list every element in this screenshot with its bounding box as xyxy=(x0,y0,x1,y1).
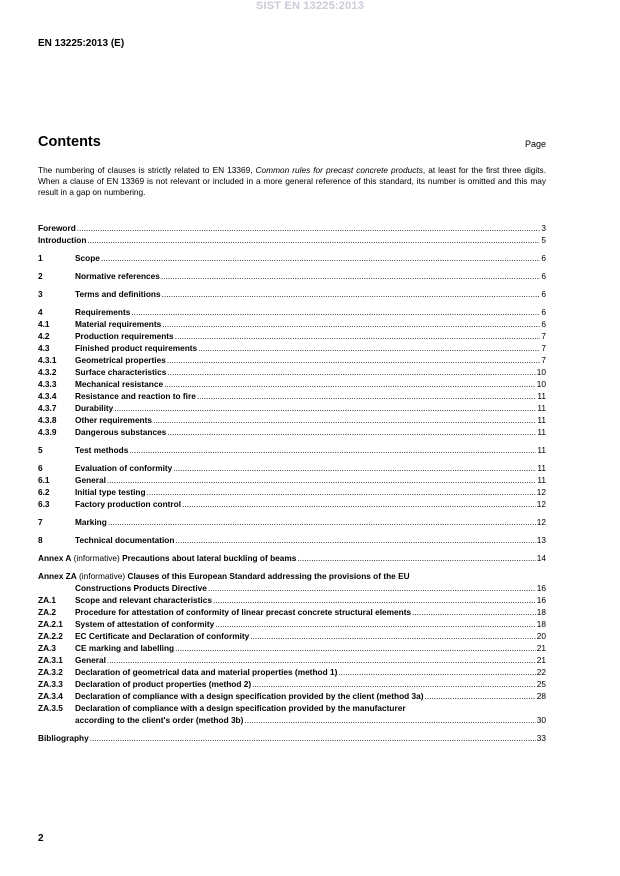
toc-entry-title: Foreword xyxy=(38,223,76,233)
toc-entry-number: ZA.3.1 xyxy=(38,655,63,665)
toc-entry-number: 7 xyxy=(38,517,43,527)
toc-entry-title-continued: Constructions Products Directive xyxy=(75,583,207,593)
toc-entry-page: 12 xyxy=(536,517,546,527)
toc-entry-title: Geometrical properties xyxy=(75,355,166,365)
dot-leader xyxy=(107,654,536,666)
toc-entry[interactable] xyxy=(38,426,546,438)
dot-leader xyxy=(147,486,536,498)
page-title: Contents xyxy=(38,134,101,150)
toc-entry-number: 1 xyxy=(38,253,43,263)
dot-leader xyxy=(338,666,535,678)
intro-text-start: The numbering of clauses is strictly related to EN 13369, xyxy=(38,165,256,175)
intro-paragraph xyxy=(38,165,546,198)
toc-entry-page: 11 xyxy=(537,475,546,485)
toc-entry-title: Mechanical resistance xyxy=(75,379,164,389)
toc-entry-title: Declaration of compliance with a design specification provided by the client (method 3a) xyxy=(75,691,424,701)
toc-entry-page: 12 xyxy=(536,487,546,497)
toc-entry-number: ZA.1 xyxy=(38,595,56,605)
dot-leader xyxy=(162,288,541,300)
toc-entry-number: 4.1 xyxy=(38,319,50,329)
toc-entry[interactable] xyxy=(38,234,546,246)
dot-leader xyxy=(108,516,536,528)
toc-entry-page: 3 xyxy=(541,223,546,233)
toc-entry-title: Finished product requirements xyxy=(75,343,198,353)
toc-entry[interactable] xyxy=(38,390,546,402)
toc-entry[interactable] xyxy=(38,678,546,690)
toc-entry-number: 4.3.3 xyxy=(38,379,57,389)
toc-entry-title: Production requirements xyxy=(75,331,174,341)
toc-entry[interactable] xyxy=(38,378,546,390)
toc-entry-number: 4.3.8 xyxy=(38,415,57,425)
toc-entry[interactable] xyxy=(38,270,546,282)
toc-entry-number: ZA.2.2 xyxy=(38,631,63,641)
toc-entry[interactable] xyxy=(38,690,546,702)
toc-entry[interactable] xyxy=(38,444,546,456)
toc-entry-number: 6.3 xyxy=(38,499,50,509)
toc-entry-number: 4.3.7 xyxy=(38,403,57,413)
toc-entry-page: 22 xyxy=(536,667,546,677)
toc-entry-number: 8 xyxy=(38,535,43,545)
toc-entry-title: Material requirements xyxy=(75,319,162,329)
toc-entry-page: 33 xyxy=(536,733,546,743)
toc-entry[interactable] xyxy=(38,486,546,498)
dot-leader xyxy=(90,732,536,744)
toc-entry-page: 11 xyxy=(537,391,546,401)
toc-entry-number: ZA.3.4 xyxy=(38,691,63,701)
dot-leader xyxy=(167,366,535,378)
dot-leader xyxy=(250,630,535,642)
dot-leader xyxy=(182,498,536,510)
dot-leader xyxy=(162,318,540,330)
toc-entry-page: 11 xyxy=(537,445,546,455)
toc-entry-number: ZA.2.1 xyxy=(38,619,63,629)
toc-entry-continuation[interactable] xyxy=(38,714,546,726)
toc-entry[interactable] xyxy=(38,702,546,714)
dot-leader xyxy=(297,552,535,564)
toc-entry[interactable] xyxy=(38,474,546,486)
toc-entry-title: Scope and relevant characteristics xyxy=(75,595,212,605)
dot-leader xyxy=(153,414,536,426)
toc-entry-title: CE marking and labelling xyxy=(75,643,175,653)
annex-type: (informative) xyxy=(71,553,123,563)
toc-entry[interactable] xyxy=(38,534,546,546)
toc-entry-title: System of attestation of conformity xyxy=(75,619,215,629)
toc-entry-page: 20 xyxy=(536,631,546,641)
standard-header: EN 13225:2013 (E) xyxy=(38,38,125,49)
toc-entry-title: Durability xyxy=(75,403,114,413)
annex-label: Annex ZA xyxy=(38,571,77,581)
toc-entry[interactable] xyxy=(38,498,546,510)
toc-entry-number: ZA.3.3 xyxy=(38,679,63,689)
toc-entry[interactable] xyxy=(38,516,546,528)
toc-entry[interactable] xyxy=(38,552,546,564)
annex-title: Precautions about lateral buckling of beams xyxy=(122,553,297,563)
toc-entry-page: 11 xyxy=(537,427,546,437)
toc-entry-number: 6.1 xyxy=(38,475,50,485)
toc-entry-page: 6 xyxy=(541,253,546,263)
toc-entry-page: 21 xyxy=(536,643,546,653)
toc-entry[interactable] xyxy=(38,342,546,354)
toc-entry-page: 10 xyxy=(536,379,546,389)
intro-text-italic: Common rules for precast concrete products xyxy=(255,165,423,175)
dot-leader xyxy=(215,618,536,630)
toc-entry-page: 11 xyxy=(537,415,546,425)
toc-entry-number: ZA.3.2 xyxy=(38,667,63,677)
toc-entry-title: Procedure for attestation of conformity of linear precast concrete structural elements xyxy=(75,607,412,617)
toc-entry[interactable] xyxy=(38,630,546,642)
toc-entry-page: 21 xyxy=(536,655,546,665)
toc-entry-title: Resistance and reaction to fire xyxy=(75,391,196,401)
toc-entry-page: 11 xyxy=(537,403,546,413)
toc-entry-number: 4.3.2 xyxy=(38,367,57,377)
dot-leader xyxy=(167,426,536,438)
toc-entry[interactable] xyxy=(38,222,546,234)
dot-leader xyxy=(173,462,536,474)
dot-leader xyxy=(175,534,535,546)
toc-entry-page: 7 xyxy=(541,355,546,365)
table-of-contents xyxy=(38,222,546,744)
annex-title: Clauses of this European Standard addressing the provisions of the EU xyxy=(127,571,410,581)
toc-entry-number: 4.2 xyxy=(38,331,50,341)
toc-entry-title: Declaration of geometrical data and material properties (method 1) xyxy=(75,667,338,677)
dot-leader xyxy=(167,354,541,366)
toc-entry-title: Surface characteristics xyxy=(75,367,167,377)
toc-entry-title: Other requirements xyxy=(75,415,152,425)
toc-entry[interactable] xyxy=(38,642,546,654)
dot-leader xyxy=(208,582,536,594)
toc-entry-page: 7 xyxy=(541,343,546,353)
toc-entry-number: 3 xyxy=(38,289,43,299)
toc-entry[interactable] xyxy=(38,606,546,618)
annex-type: (informative) xyxy=(76,571,128,581)
toc-entry-number: 4.3.9 xyxy=(38,427,57,437)
toc-entry-page: 6 xyxy=(541,307,546,317)
toc-entry[interactable] xyxy=(38,654,546,666)
toc-entry[interactable] xyxy=(38,732,546,744)
dot-leader xyxy=(87,234,540,246)
toc-entry[interactable] xyxy=(38,366,546,378)
dot-leader xyxy=(425,690,536,702)
toc-entry-title: Initial type testing xyxy=(75,487,146,497)
toc-entry[interactable] xyxy=(38,594,546,606)
toc-entry-number: ZA.3.5 xyxy=(38,703,63,713)
toc-entry-title: Test methods xyxy=(75,445,129,455)
toc-entry[interactable] xyxy=(38,354,546,366)
watermark-text: SIST EN 13225:2013 xyxy=(255,0,365,12)
toc-entry-title: EC Certificate and Declaration of conformity xyxy=(75,631,250,641)
toc-entry-title xyxy=(38,570,410,582)
dot-leader xyxy=(161,270,541,282)
toc-entry-page: 16 xyxy=(536,595,546,605)
toc-entry-number: 6.2 xyxy=(38,487,50,497)
toc-entry-page: 11 xyxy=(537,463,546,473)
toc-entry-number: 4.3.4 xyxy=(38,391,57,401)
toc-entry-continuation[interactable] xyxy=(38,582,546,594)
dot-leader xyxy=(131,306,540,318)
toc-entry-title: General xyxy=(75,655,106,665)
toc-entry[interactable] xyxy=(38,402,546,414)
toc-entry-title: Scope xyxy=(75,253,100,263)
toc-entry-page: 30 xyxy=(536,715,546,725)
toc-entry-title: Terms and definitions xyxy=(75,289,161,299)
toc-entry-page: 18 xyxy=(536,607,546,617)
dot-leader xyxy=(198,342,540,354)
dot-leader xyxy=(244,714,535,726)
toc-entry[interactable] xyxy=(38,462,546,474)
toc-entry-page: 6 xyxy=(541,319,546,329)
toc-entry-title: Factory production control xyxy=(75,499,182,509)
toc-entry-number: 4.3 xyxy=(38,343,50,353)
toc-entry-number: 4 xyxy=(38,307,43,317)
toc-entry-title: Dangerous substances xyxy=(75,427,167,437)
dot-leader xyxy=(252,678,536,690)
toc-entry-page: 25 xyxy=(536,679,546,689)
toc-entry-number: 2 xyxy=(38,271,43,281)
toc-entry[interactable] xyxy=(38,666,546,678)
toc-entry-page: 16 xyxy=(536,583,546,593)
toc-entry-title xyxy=(38,552,296,564)
toc-entry-title: Evaluation of conformity xyxy=(75,463,173,473)
dot-leader xyxy=(77,222,541,234)
dot-leader xyxy=(164,378,536,390)
toc-entry-title: Introduction xyxy=(38,235,87,245)
toc-entry[interactable] xyxy=(38,306,546,318)
toc-entry-page: 6 xyxy=(541,271,546,281)
toc-entry-title: Bibliography xyxy=(38,733,89,743)
toc-entry[interactable] xyxy=(38,330,546,342)
toc-entry[interactable] xyxy=(38,288,546,300)
toc-entry-title-continued: according to the client's order (method 3b) xyxy=(75,715,244,725)
toc-entry-number: 6 xyxy=(38,463,43,473)
toc-entry[interactable] xyxy=(38,414,546,426)
toc-entry-title: Technical documentation xyxy=(75,535,175,545)
toc-entry-title: Declaration of compliance with a design specification provided by the manufacturer xyxy=(75,703,406,713)
toc-entry-page: 14 xyxy=(536,553,546,563)
toc-entry-number: ZA.3 xyxy=(38,643,56,653)
dot-leader xyxy=(107,474,536,486)
toc-entry-page: 18 xyxy=(536,619,546,629)
dot-leader xyxy=(101,252,540,264)
dot-leader xyxy=(197,390,537,402)
dot-leader xyxy=(175,642,536,654)
toc-entry-page: 6 xyxy=(541,289,546,299)
toc-entry-title: Declaration of product properties (method 2) xyxy=(75,679,252,689)
toc-entry-title: Requirements xyxy=(75,307,131,317)
page-number: 2 xyxy=(38,833,44,844)
dot-leader xyxy=(412,606,536,618)
dot-leader xyxy=(129,444,536,456)
toc-entry[interactable] xyxy=(38,252,546,264)
toc-entry-page: 28 xyxy=(536,691,546,701)
toc-entry[interactable] xyxy=(38,570,546,582)
toc-entry-number: ZA.2 xyxy=(38,607,56,617)
toc-entry-title: General xyxy=(75,475,106,485)
toc-entry-page: 13 xyxy=(536,535,546,545)
toc-entry-page: 12 xyxy=(536,499,546,509)
annex-label: Annex A xyxy=(38,553,72,563)
toc-entry-title: Normative references xyxy=(75,271,160,281)
toc-entry[interactable] xyxy=(38,618,546,630)
dot-leader xyxy=(114,402,536,414)
toc-entry-number: 5 xyxy=(38,445,43,455)
dot-leader xyxy=(175,330,541,342)
toc-entry[interactable] xyxy=(38,318,546,330)
toc-entry-number: 4.3.1 xyxy=(38,355,57,365)
toc-entry-page: 10 xyxy=(536,367,546,377)
toc-entry-page: 5 xyxy=(541,235,546,245)
toc-entry-page: 7 xyxy=(541,331,546,341)
intro-text-end: , at least for the first three digits. When a clause of EN 13369 is not relevant or included in a more general reference of this standard, its number is omitted and this may result in a gap on numbering. xyxy=(38,165,546,197)
page-column-label: Page xyxy=(524,139,546,149)
toc-entry-title: Marking xyxy=(75,517,107,527)
dot-leader xyxy=(213,594,536,606)
